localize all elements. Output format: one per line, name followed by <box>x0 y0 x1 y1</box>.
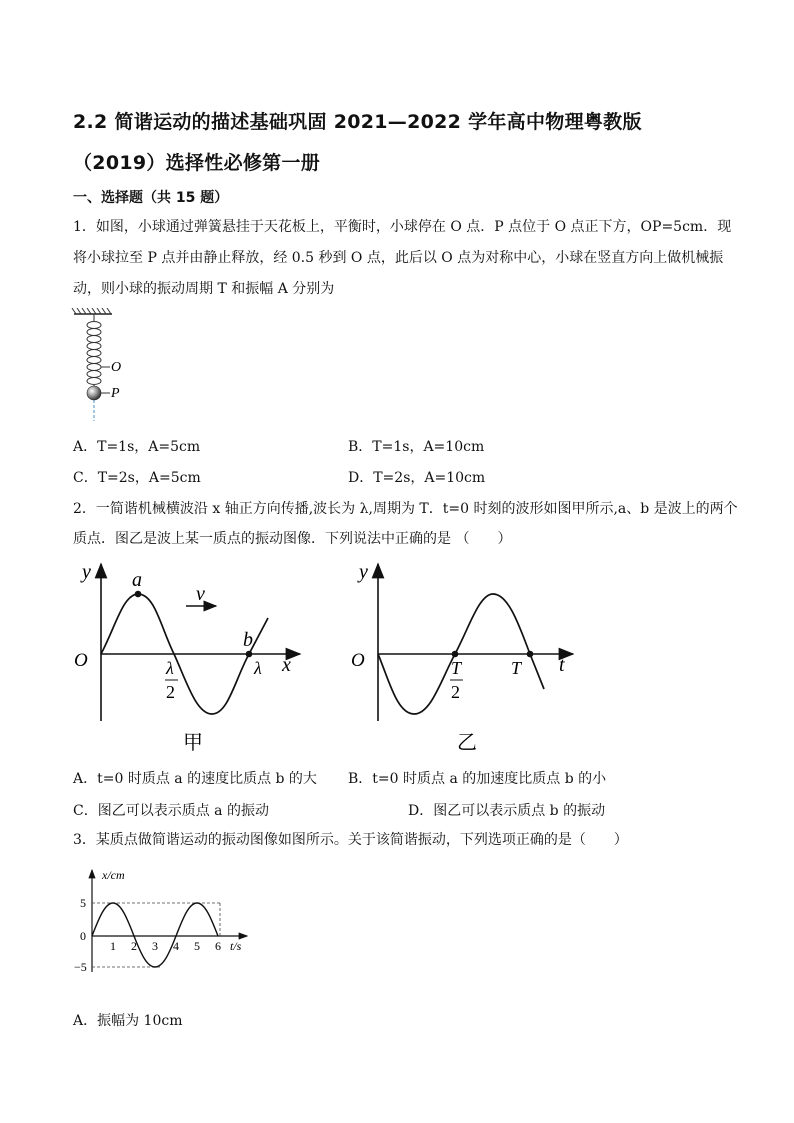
q3-line1: 某质点做简谐运动的振动图像如图所示。关于该简谐振动，下列选项正确的是（ ） <box>95 832 628 848</box>
y-tick-neg5: −5 <box>74 960 87 974</box>
doc-title-line1: 2.2 简谐运动的描述基础巩固 2021—2022 学年高中物理粤教版 <box>73 111 642 133</box>
q2-option-d: D．图乙可以表示质点 b 的振动 <box>408 803 606 819</box>
tick-lambda: λ <box>254 658 262 678</box>
axis-x-label: x <box>282 654 291 676</box>
x-tick-5: 5 <box>194 939 200 953</box>
axis-t-label: t <box>559 654 565 676</box>
q1-option-a: A．T=1s，A=5cm <box>73 439 201 455</box>
tick-half-T-den: 2 <box>451 682 460 702</box>
label-P: P <box>111 386 120 401</box>
x-tick-4: 4 <box>173 939 179 953</box>
y-tick-0: 0 <box>80 929 86 943</box>
q2-option-c: C．图乙可以表示质点 a 的振动 <box>73 803 269 819</box>
x-tick-6: 6 <box>215 939 221 953</box>
origin-label: O <box>351 650 365 671</box>
point-half-T <box>452 651 459 658</box>
caption-jia: 甲 <box>183 732 203 754</box>
tick-half-lambda-num: λ <box>166 658 174 678</box>
label-b: b <box>243 629 253 651</box>
q2-option-b: B．t=0 时质点 a 的加速度比质点 b 的小 <box>348 771 607 787</box>
q1-text-line2: 将小球拉至 P 点并由静止释放，经 0.5 秒到 O 点，此后以 O 点为对称中心，小球在竖直方向上做机械振 <box>73 250 724 266</box>
q2-option-a: A．t=0 时质点 a 的速度比质点 b 的大 <box>73 771 317 787</box>
q2-figure-jia <box>68 556 308 756</box>
x-tick-2: 2 <box>131 939 137 953</box>
axis-y-label: y <box>82 561 91 583</box>
x-tick-3: 3 <box>152 939 158 953</box>
caption-yi: 乙 <box>457 732 477 754</box>
axis-y-label: x/cm <box>102 868 125 882</box>
label-v: v <box>196 583 205 605</box>
q1-text-line3: 动，则小球的振动周期 T 和振幅 A 分别为 <box>73 281 335 297</box>
tick-half-lambda-den: 2 <box>166 682 175 702</box>
section-heading: 一、选择题（共 15 题） <box>73 190 229 206</box>
q2-line1: 一简谐机械横波沿 x 轴正方向传播,波长为 λ,周期为 T．t=0 时刻的波形如图甲所示,a、b 是波上的两个 <box>95 501 738 517</box>
q3-text-line1 <box>73 827 628 853</box>
point-b <box>246 651 253 658</box>
q3-number: 3． <box>73 832 96 848</box>
q3-graph <box>72 864 262 984</box>
axis-y-label: y <box>359 561 368 583</box>
point-T <box>527 651 534 658</box>
q1-text-line1 <box>73 214 731 240</box>
origin-label: O <box>74 650 88 671</box>
q3-option-a: A．振幅为 10cm <box>73 1013 183 1029</box>
q1-spring-figure <box>68 308 138 423</box>
x-t-curve <box>92 903 218 967</box>
q2-number: 2． <box>73 501 96 517</box>
label-O: O <box>111 360 122 375</box>
q1-number: 1． <box>73 219 96 235</box>
q1-option-b: B．T=1s，A=10cm <box>348 439 485 455</box>
tick-T: T <box>511 658 522 678</box>
point-a <box>135 591 142 598</box>
q1-option-c: C．T=2s，A=5cm <box>73 470 201 486</box>
y-tick-5: 5 <box>80 896 86 910</box>
q1-line1: 如图，小球通过弹簧悬挂于天花板上，平衡时，小球停在 O 点．P 点位于 O 点正下方，OP=5cm．现 <box>95 219 732 235</box>
axis-x-label: t/s <box>230 939 242 953</box>
doc-title-line2: （2019）选择性必修第一册 <box>73 152 321 174</box>
q2-figure-yi <box>345 556 585 756</box>
q2-text-line1 <box>73 496 738 522</box>
q2-text-line2: 质点．图乙是波上某一质点的振动图像．下列说法中正确的是 （ ） <box>73 531 512 547</box>
tick-half-T-num: T <box>451 658 462 678</box>
x-tick-1: 1 <box>110 939 116 953</box>
q1-option-d: D．T=2s，A=10cm <box>348 470 486 486</box>
label-a: a <box>132 569 142 591</box>
